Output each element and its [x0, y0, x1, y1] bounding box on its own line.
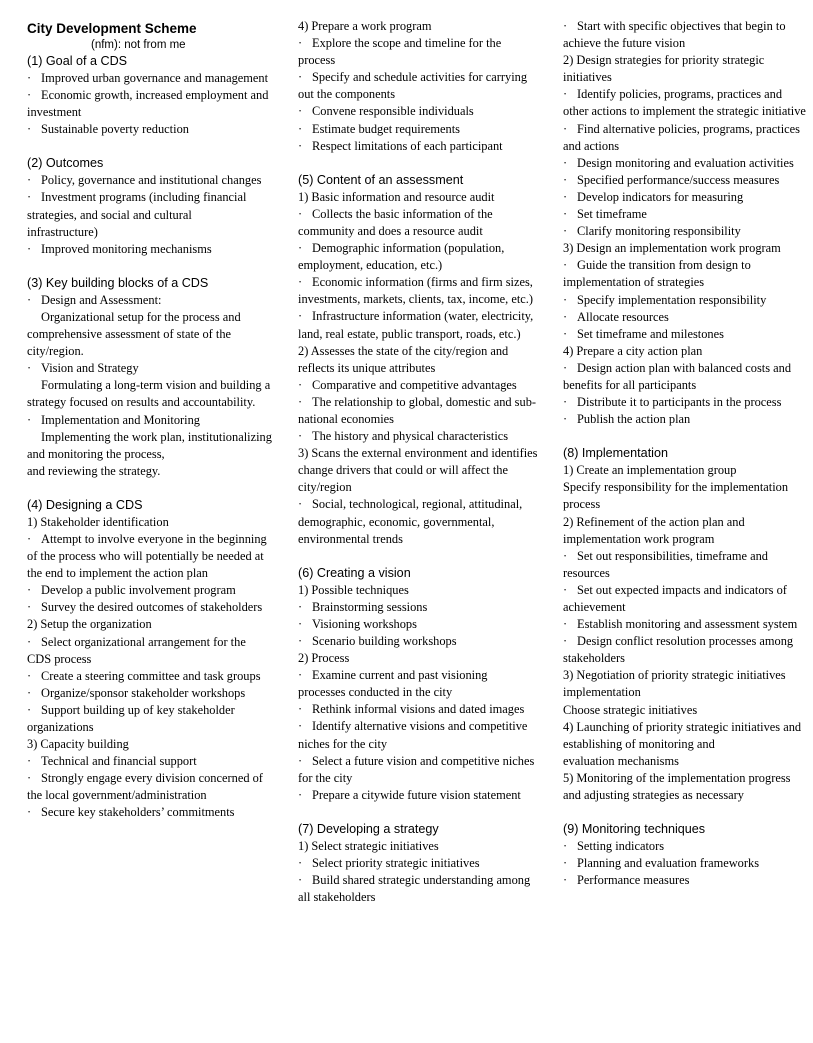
bullet-text: Specify and schedule activities for carrying out the components [298, 70, 528, 102]
column-1-items [27, 53, 272, 822]
bullet-item [563, 394, 807, 411]
bullet-item [298, 35, 538, 69]
text-line: 2) Assesses the state of the city/region and reflects its unique attributes [298, 343, 509, 375]
bullet-dot-icon: · [298, 856, 303, 871]
bullet-text: Technical and financial support [41, 754, 197, 769]
bullet-dot-icon: · [298, 719, 303, 734]
bullet-item [27, 292, 272, 309]
bullet-text: Design monitoring and evaluation activities [577, 155, 794, 170]
bullet-item [563, 616, 807, 633]
section-heading: (6) Creating a vision [298, 565, 411, 580]
bullet-text: Setting indicators [577, 839, 665, 854]
bullet-text: Publish the action plan [577, 412, 691, 427]
bullet-dot-icon: · [563, 873, 568, 888]
section-spacer [27, 480, 272, 497]
bullet-dot-icon: · [563, 19, 568, 33]
bullet-dot-icon: · [563, 839, 568, 854]
bullet-text: Infrastructure information (water, electricity, land, real estate, public transport, roads, etc.) [298, 309, 534, 341]
bullet-dot-icon: · [298, 36, 303, 51]
bullet-dot-icon: · [563, 87, 568, 102]
section-spacer [27, 138, 272, 155]
bullet-dot-icon: · [298, 121, 303, 136]
indented-paragraph: Implementing the work plan, institutionalizing and monitoring the process, [27, 429, 272, 461]
text-line: 5) Monitoring of the implementation progress and adjusting strategies as necessary [563, 770, 791, 803]
bullet-item [298, 377, 538, 394]
section-heading: (8) Implementation [563, 446, 668, 461]
text-line: Choose strategic initiatives [563, 702, 698, 717]
bullet-text: Scenario building workshops [312, 634, 457, 648]
bullet-dot-icon: · [298, 394, 303, 409]
text-line: 1) Stakeholder identification [27, 514, 169, 529]
bullet-item [27, 685, 272, 702]
bullet-item [298, 428, 538, 445]
bullet-item [563, 206, 807, 223]
bullet-dot-icon: · [298, 309, 303, 324]
text-line: and reviewing the strategy. [27, 463, 161, 478]
bullet-item [27, 121, 272, 138]
bullet-item [27, 668, 272, 685]
text-line: 1) Possible techniques [298, 582, 409, 597]
bullet-text: Comparative and competitive advantages [312, 377, 517, 392]
bullet-dot-icon: · [27, 771, 32, 786]
bullet-item [298, 701, 538, 718]
bullet-dot-icon: · [27, 754, 32, 769]
bullet-item [563, 411, 807, 428]
bullet-dot-icon: · [27, 668, 32, 683]
bullet-text: Organize/sponsor stakeholder workshops [41, 685, 246, 700]
text-line: 2) Setup the organization [27, 617, 152, 632]
text-line: 2) Process [298, 651, 350, 666]
bullet-dot-icon: · [298, 873, 303, 888]
bullet-text: Select a future vision and competitive niches for the city [298, 753, 535, 785]
section-spacer [563, 428, 807, 445]
section-heading: (4) Designing a CDS [27, 497, 143, 512]
bullet-text: Set timeframe [577, 207, 647, 222]
bullet-item [27, 599, 272, 616]
bullet-dot-icon: · [27, 190, 32, 205]
bullet-item [27, 702, 272, 736]
bullet-dot-icon: · [298, 429, 303, 444]
section-heading: (9) Monitoring techniques [563, 822, 706, 837]
bullet-item [27, 360, 272, 377]
bullet-item [298, 787, 538, 804]
bullet-text: Identify policies, programs, practices and other actions to implement the strategic initiative [563, 87, 806, 119]
bullet-item [563, 309, 807, 326]
bullet-text: Develop indicators for measuring [577, 189, 744, 204]
column-2-items [298, 18, 538, 906]
bullet-dot-icon: · [27, 122, 32, 137]
bullet-text: Explore the scope and timeline for the process [298, 36, 502, 68]
bullet-item [298, 274, 538, 308]
bullet-item [298, 103, 538, 120]
bullet-item [563, 292, 807, 309]
bullet-item [298, 69, 538, 103]
text-line: 3) Scans the external environment and identifies change drivers that could or will affect the city/region [298, 446, 538, 495]
bullet-item [563, 360, 807, 394]
section-heading: (5) Content of an assessment [298, 172, 464, 187]
bullet-dot-icon: · [298, 377, 303, 392]
bullet-text: Brainstorming sessions [312, 599, 428, 614]
bullet-item [298, 667, 538, 701]
bullet-dot-icon: · [27, 412, 32, 427]
bullet-text: Select organizational arrangement for the CDS process [27, 634, 246, 666]
bullet-text: Performance measures [577, 873, 690, 888]
indented-paragraph: Organizational setup for the process and comprehensive assessment of state of the city/region. [27, 309, 241, 359]
bullet-text: Specified performance/success measures [577, 172, 780, 187]
text-line: 4) Launching of priority strategic initiatives and establishing of monitoring and [563, 719, 802, 751]
section-spacer [298, 548, 538, 565]
bullet-item [298, 496, 538, 547]
bullet-item [298, 138, 538, 155]
section-heading: (2) Outcomes [27, 156, 104, 171]
bullet-dot-icon: · [27, 634, 32, 649]
text-line: 4) Prepare a city action plan [563, 343, 703, 358]
bullet-text: Design and Assessment: [41, 292, 162, 307]
bullet-dot-icon: · [298, 206, 303, 221]
text-line: 1) Create an implementation group [563, 463, 737, 478]
document-subtitle: (nfm): not from me [91, 39, 186, 51]
bullet-text: Guide the transition from design to implementation of strategies [563, 258, 751, 290]
bullet-item [27, 241, 272, 258]
bullet-text: Improved monitoring mechanisms [41, 241, 212, 256]
bullet-item [27, 804, 272, 821]
bullet-item [563, 121, 807, 155]
bullet-text: Rethink informal visions and dated images [312, 702, 525, 717]
document-title: City Development Scheme [27, 21, 197, 36]
bullet-text: Select priority strategic initiatives [312, 856, 480, 871]
bullet-item [298, 394, 538, 428]
bullet-text: Social, technological, regional, attitudinal, demographic, economic, governmental, environmental trends [298, 497, 523, 546]
bullet-text: Distribute it to participants in the process [577, 395, 782, 410]
bullet-dot-icon: · [563, 258, 568, 273]
bullet-item [298, 855, 538, 872]
bullet-item [563, 838, 807, 855]
bullet-item [298, 753, 538, 787]
bullet-text: Policy, governance and institutional changes [41, 173, 262, 188]
bullet-text: Improved urban governance and management [41, 71, 269, 85]
bullet-dot-icon: · [563, 309, 568, 324]
bullet-item [563, 86, 807, 120]
text-line: 3) Design an implementation work program [563, 241, 781, 256]
bullet-dot-icon: · [563, 207, 568, 222]
bullet-text: Convene responsible individuals [312, 104, 474, 119]
section-spacer [27, 258, 272, 275]
bullet-text: Secure key stakeholders’ commitments [41, 805, 235, 820]
bullet-text: Specify implementation responsibility [577, 292, 767, 307]
text-line: 3) Capacity building [27, 737, 129, 752]
bullet-item [27, 634, 272, 668]
bullet-text: Economic information (firms and firm sizes, investments, markets, clients, tax, income, etc.) [298, 275, 534, 307]
bullet-dot-icon: · [563, 360, 568, 375]
bullet-dot-icon: · [27, 583, 32, 598]
text-line: 3) Negotiation of priority strategic initiatives implementation [563, 668, 786, 700]
bullet-dot-icon: · [27, 241, 32, 256]
bullet-text: Collects the basic information of the community and does a resource audit [298, 206, 493, 238]
bullet-text: Set out expected impacts and indicators of achievement [563, 582, 787, 614]
bullet-text: Set out responsibilities, timeframe and resources [563, 548, 768, 580]
bullet-text: Sustainable poverty reduction [41, 122, 189, 137]
bullet-dot-icon: · [563, 172, 568, 187]
bullet-text: Planning and evaluation frameworks [577, 856, 760, 871]
bullet-item [563, 326, 807, 343]
bullet-item [563, 633, 807, 667]
bullet-dot-icon: · [563, 224, 568, 239]
bullet-text: Estimate budget requirements [312, 121, 460, 136]
bullet-text: Economic growth, increased employment and investment [27, 88, 269, 120]
bullet-dot-icon: · [298, 104, 303, 119]
bullet-text: Start with specific objectives that begin to achieve the future vision [563, 19, 786, 51]
indented-paragraph: Formulating a long-term vision and building a strategy focused on results and accountability. [27, 378, 271, 410]
column-3-items [563, 18, 807, 889]
bullet-item [298, 633, 538, 650]
bullet-item [27, 531, 272, 582]
bullet-text: Allocate resources [577, 309, 669, 324]
bullet-dot-icon: · [563, 856, 568, 871]
section-heading: (3) Key building blocks of a CDS [27, 275, 209, 290]
bullet-dot-icon: · [27, 600, 32, 615]
bullet-item [27, 70, 272, 87]
bullet-dot-icon: · [298, 70, 303, 85]
bullet-dot-icon: · [563, 326, 568, 341]
column-2 [298, 18, 538, 906]
section-spacer [563, 804, 807, 821]
bullet-text: Vision and Strategy [41, 361, 139, 376]
bullet-item [27, 172, 272, 189]
bullet-item [27, 87, 272, 121]
bullet-item [563, 855, 807, 872]
bullet-item [298, 718, 538, 752]
bullet-dot-icon: · [27, 88, 32, 103]
bullet-dot-icon: · [298, 787, 303, 802]
bullet-dot-icon: · [298, 616, 303, 631]
bullet-item [563, 18, 807, 52]
bullet-dot-icon: · [563, 121, 568, 136]
text-line: evaluation mechanisms [563, 753, 679, 768]
bullet-dot-icon: · [27, 702, 32, 717]
bullet-text: The history and physical characteristics [312, 429, 509, 444]
bullet-dot-icon: · [27, 805, 32, 820]
bullet-item [563, 548, 807, 582]
bullet-dot-icon: · [563, 155, 568, 170]
bullet-item [563, 223, 807, 240]
bullet-text: The relationship to global, domestic and sub-national economies [298, 394, 537, 426]
bullet-dot-icon: · [298, 497, 303, 512]
text-line: 1) Basic information and resource audit [298, 189, 495, 204]
bullet-text: Respect limitations of each participant [312, 138, 503, 153]
bullet-text: Set timeframe and milestones [577, 326, 724, 341]
bullet-item [27, 753, 272, 770]
section-spacer [298, 804, 538, 821]
bullet-text: Attempt to involve everyone in the beginning of the process who will potentially be needed at the end to implement the action plan [27, 531, 267, 581]
bullet-dot-icon: · [563, 617, 568, 632]
text-line: 4) Prepare a work program [298, 19, 432, 33]
bullet-dot-icon: · [27, 173, 32, 188]
bullet-dot-icon: · [563, 548, 568, 563]
bullet-text: Develop a public involvement program [41, 583, 236, 598]
bullet-item [27, 582, 272, 599]
bullet-text: Examine current and past visioning processes conducted in the city [298, 668, 488, 700]
bullet-text: Design action plan with balanced costs and benefits for all participants [563, 360, 792, 392]
bullet-item [27, 189, 272, 223]
bullet-dot-icon: · [27, 361, 32, 376]
bullet-dot-icon: · [563, 412, 568, 427]
bullet-dot-icon: · [298, 599, 303, 614]
bullet-item [563, 155, 807, 172]
bullet-text: Establish monitoring and assessment system [577, 617, 798, 632]
section-heading: (1) Goal of a CDS [27, 54, 128, 68]
bullet-text: Demographic information (population, employment, education, etc.) [298, 241, 505, 273]
bullet-item [27, 770, 272, 804]
column-1 [27, 18, 272, 822]
bullet-dot-icon: · [298, 138, 303, 153]
bullet-text: Implementation and Monitoring [41, 412, 200, 427]
bullet-dot-icon: · [563, 292, 568, 307]
bullet-item [298, 206, 538, 240]
bullet-dot-icon: · [298, 668, 303, 683]
bullet-dot-icon: · [27, 292, 32, 307]
section-heading: (7) Developing a strategy [298, 821, 439, 836]
bullet-item [298, 599, 538, 616]
bullet-item [298, 240, 538, 274]
section-spacer [298, 155, 538, 172]
bullet-text: Clarify monitoring responsibility [577, 224, 741, 239]
bullet-text: Visioning workshops [312, 616, 417, 631]
bullet-dot-icon: · [298, 241, 303, 256]
bullet-text: Build shared strategic understanding among all stakeholders [298, 873, 531, 905]
bullet-dot-icon: · [563, 634, 568, 649]
bullet-item [298, 121, 538, 138]
bullet-text: Investment programs (including financial strategies, and social and cultural [27, 190, 247, 222]
bullet-dot-icon: · [298, 753, 303, 768]
bullet-dot-icon: · [298, 702, 303, 717]
bullet-text: Design conflict resolution processes among stakeholders [563, 634, 794, 666]
bullet-text: Find alternative policies, programs, practices and actions [563, 121, 800, 153]
bullet-item [563, 582, 807, 616]
bullet-item [563, 189, 807, 206]
bullet-dot-icon: · [27, 71, 32, 85]
bullet-text: Survey the desired outcomes of stakeholders [41, 600, 263, 615]
bullet-text: Create a steering committee and task groups [41, 668, 261, 683]
bullet-item [563, 257, 807, 291]
bullet-text: Prepare a citywide future vision statement [312, 787, 521, 802]
bullet-dot-icon: · [27, 531, 32, 546]
bullet-dot-icon: · [298, 634, 303, 648]
text-line: 2) Design strategies for priority strategic initiatives [563, 53, 765, 85]
bullet-item [298, 308, 538, 342]
bullet-item [27, 412, 272, 429]
bullet-text: Strongly engage every division concerned of the local government/administration [27, 771, 263, 803]
bullet-text: Support building up of key stakeholder organizations [27, 702, 235, 734]
column-3 [563, 18, 807, 889]
bullet-item [298, 616, 538, 633]
bullet-dot-icon: · [563, 395, 568, 410]
bullet-dot-icon: · [563, 189, 568, 204]
bullet-item [563, 172, 807, 189]
bullet-dot-icon: · [563, 582, 568, 597]
text-line: infrastructure) [27, 224, 98, 239]
bullet-item [298, 872, 538, 906]
bullet-item [563, 872, 807, 889]
text-line: 2) Refinement of the action plan and implementation work program [563, 514, 745, 546]
bullet-text: Identify alternative visions and competitive niches for the city [298, 719, 528, 751]
bullet-dot-icon: · [27, 685, 32, 700]
bullet-dot-icon: · [298, 275, 303, 290]
text-line: 1) Select strategic initiatives [298, 838, 439, 853]
text-line: Specify responsibility for the implementation process [563, 480, 789, 512]
